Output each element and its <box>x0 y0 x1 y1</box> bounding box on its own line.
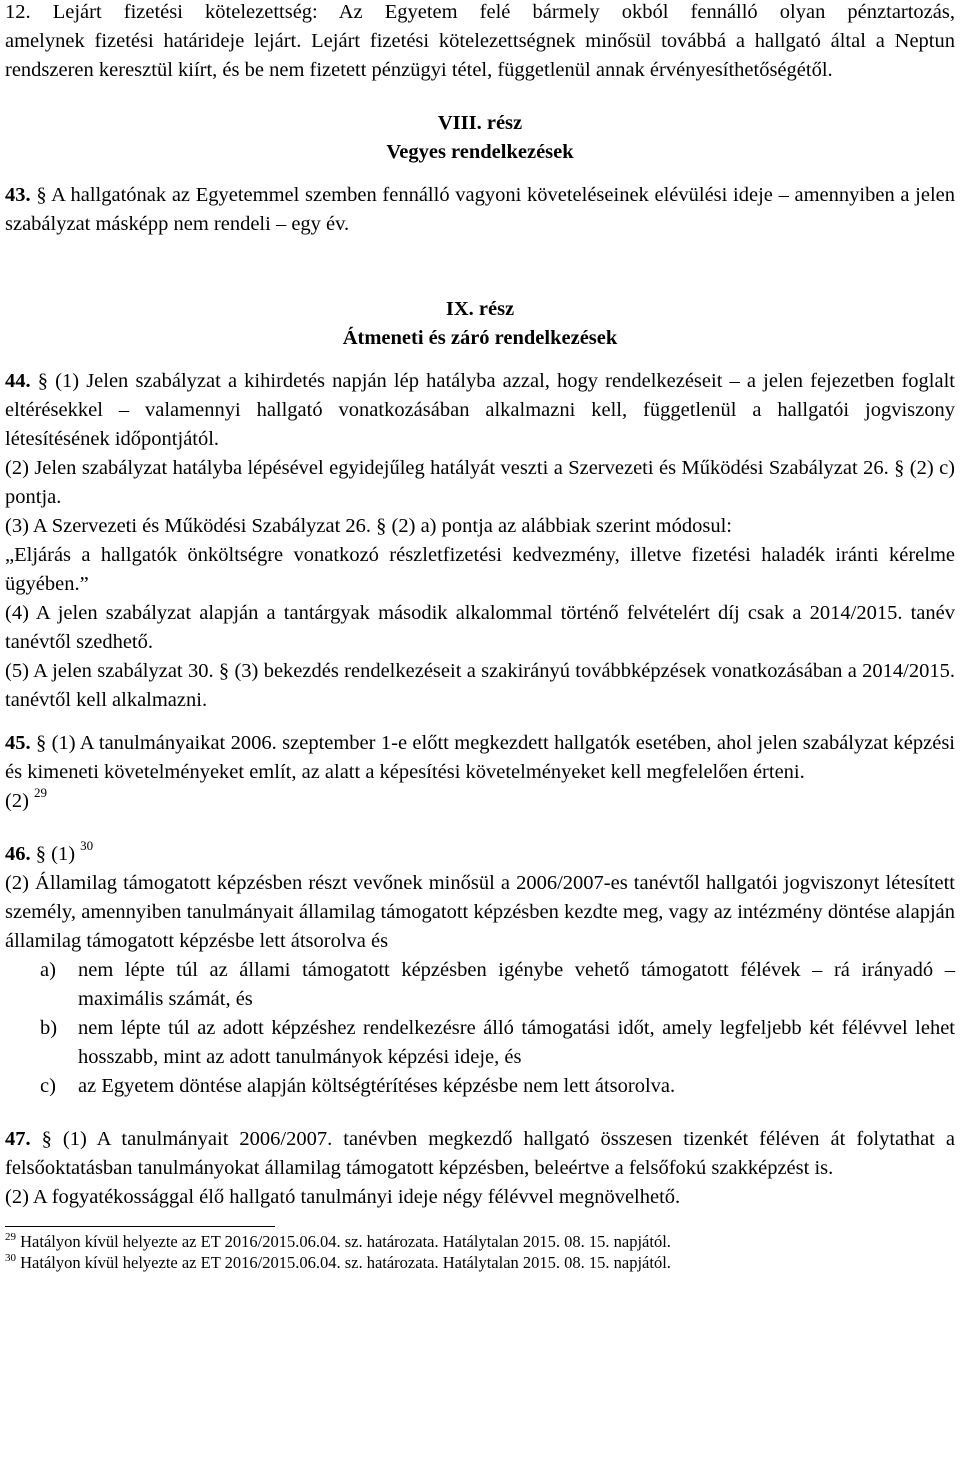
list-item <box>5 1014 955 1072</box>
footnote-number: 29 <box>5 1230 16 1243</box>
list-item <box>5 1072 955 1101</box>
section-44-p5: (5) A jelen szabályzat 30. § (3) bekezdés rendelkezéseit a szakirányú továbbképzések vonatkozásában a 2014/2015. tanévtől kell alkalmazni. <box>5 660 955 711</box>
section-46-list <box>5 956 955 1101</box>
section-47-p1-text: § (1) A tanulmányait 2006/2007. tanévben megkezdő hallgató összesen tizenkét féléven át folytathat a felsőoktatásban tanulmányokat államilag támogatott képzésben, beleértve a felsőfokú szakképzést is. <box>5 1128 955 1179</box>
section-45-p2 <box>5 787 955 816</box>
section-44-number: 44. <box>5 370 31 392</box>
list-item-text: nem lépte túl az adott képzéshez rendelkezésre álló támogatási időt, amely legfeljebb két félévvel lehet hosszabb, mint az adott tanulmányok képzési ideje, és <box>78 1017 955 1068</box>
section-43 <box>5 181 955 239</box>
document-page <box>5 0 955 1273</box>
footnote-text: Hatályon kívül helyezte az ET 2016/2015.06.04. sz. határozata. Hatálytalan 2015. 08. 15. napjától. <box>20 1232 671 1251</box>
footnote-30 <box>5 1252 955 1273</box>
section-46-p1-text: § (1) <box>35 843 76 865</box>
section-44-p3: (3) A Szervezeti és Működési Szabályzat 26. § (2) a) pontja az alábbiak szerint módosul: <box>5 515 732 537</box>
section-47-p1 <box>5 1125 955 1183</box>
section-44-p3-quote: „Eljárás a hallgatók önköltségre vonatkozó részletfizetési kedvezmény, illetve fizetési haladék iránti kérelme ügyében.” <box>5 544 955 595</box>
section-43-number: 43. <box>5 184 31 206</box>
section-45-p1 <box>5 729 955 787</box>
list-item <box>5 956 955 1014</box>
section-43-text: § A hallgatónak az Egyetemmel szemben fennálló vagyoni követeléseinek elévülési ideje – amennyiben a jelen szabályzat másképp nem rendeli – egy év. <box>5 184 956 235</box>
section-44-p4: (4) A jelen szabályzat alapján a tantárgyak második alkalommal történő felvételért díj csak a 2014/2015. tanév tanévtől szedhető. <box>5 602 955 653</box>
paragraph-12-line1: 12. Lejárt fizetési kötelezettség: Az Egyetem felé bármely okból fennálló olyan pénztartozás, <box>5 1 955 23</box>
section-44-p1-text: § (1) Jelen szabályzat a kihirdetés napján lép hatályba azzal, hogy rendelkezéseit – a jelen fejezetben foglalt eltérésekkel – valamennyi hallgató vonatkozásában alkalmazni kell, függetlenül a hallgatói jogviszony létesítésének időpontjától. <box>5 370 955 450</box>
footnote-number: 30 <box>5 1251 16 1264</box>
section-44-p1 <box>5 367 955 454</box>
section-47-number: 47. <box>5 1128 31 1150</box>
section-45-p2-text: (2) <box>5 790 29 812</box>
list-item-label: c) <box>40 1075 56 1097</box>
section-46-number: 46. <box>5 843 31 865</box>
list-item-label: a) <box>40 959 56 981</box>
part-8-subtitle: Vegyes rendelkezések <box>386 141 574 163</box>
footnote-29 <box>5 1231 955 1252</box>
section-44-p2: (2) Jelen szabályzat hatályba lépésével egyidejűleg hatályát veszti a Szervezeti és Működési Szabályzat 26. § (2) c) pontja. <box>5 457 955 508</box>
part-9-title: IX. rész <box>445 298 515 320</box>
section-46-p1 <box>5 840 955 869</box>
footnote-ref-29: 29 <box>34 785 48 801</box>
footnote-divider <box>5 1226 275 1227</box>
section-45-p1-text: § (1) A tanulmányaikat 2006. szeptember 1-e előtt megkezdett hallgatók esetében, ahol jelen szabályzat képzési és kimeneti követelményeket említ, az alatt a képesítési követelményeket kell megfelelően érteni. <box>5 732 955 783</box>
section-45-number: 45. <box>5 732 31 754</box>
footnote-ref-30: 30 <box>80 838 94 854</box>
section-47-p2: (2) A fogyatékossággal élő hallgató tanulmányi ideje négy félévvel megnövelhető. <box>5 1186 681 1208</box>
part-9-subtitle: Átmeneti és záró rendelkezések <box>342 327 618 349</box>
list-item-label: b) <box>40 1017 58 1039</box>
list-item-text: az Egyetem döntése alapján költségtérítéses képzésbe nem lett átsorolva. <box>78 1075 676 1097</box>
paragraph-12-rest: amelynek fizetési határideje lejárt. Lejárt fizetési kötelezettségnek minősül továbbá a hallgató által a Neptun rendszeren keresztül kiírt, és be nem fizetett pénzügyi tétel, függetlenül annak érvényesíthetőségétől. <box>5 30 955 81</box>
section-46-p2: (2) Államilag támogatott képzésben részt vevőnek minősül a 2006/2007-es tanévtől hallgatói jogviszonyt létesített személy, amennyiben tanulmányait államilag támogatott képzésben kezdte meg, vagy az intézmény döntése alapján államilag támogatott képzésbe lett átsorolva és <box>5 872 955 952</box>
part-8-title: VIII. rész <box>437 112 523 134</box>
list-item-text: nem lépte túl az állami támogatott képzésben igénybe vehető támogatott félévek – rá irányadó – maximális számát, és <box>78 959 955 1010</box>
footnote-text: Hatályon kívül helyezte az ET 2016/2015.06.04. sz. határozata. Hatálytalan 2015. 08. 15. napjától. <box>20 1253 671 1272</box>
